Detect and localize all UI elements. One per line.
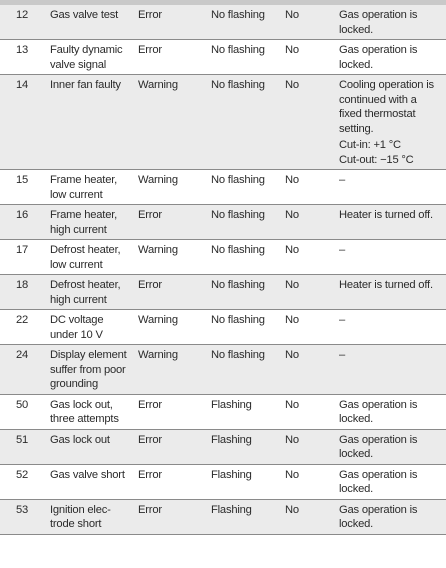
table-row bbox=[0, 205, 446, 240]
error-code: 13 bbox=[15, 44, 29, 56]
table-row bbox=[0, 5, 446, 40]
error-cause: Defrost heater, high current bbox=[50, 279, 121, 306]
error-code: 53 bbox=[15, 503, 29, 516]
table-row bbox=[0, 40, 446, 75]
thermostat-setting: Cut-in: +1 °C Cut-out: −15 °C bbox=[339, 139, 414, 166]
error-code: 24 bbox=[15, 349, 29, 361]
error-type: Error bbox=[138, 468, 162, 481]
error-code: 17 bbox=[15, 244, 29, 256]
error-action: Gas operation is locked. bbox=[339, 9, 418, 36]
error-code: 52 bbox=[15, 468, 29, 481]
error-code: 50 bbox=[15, 398, 29, 411]
flash-status: No flashing bbox=[211, 314, 265, 326]
flash-status: No flashing bbox=[211, 79, 265, 91]
reset-status: No bbox=[285, 44, 299, 56]
error-action: – bbox=[339, 244, 346, 256]
error-code: 15 bbox=[15, 174, 29, 186]
table-row bbox=[0, 75, 446, 170]
flash-status: No flashing bbox=[211, 349, 265, 361]
flash-status: Flashing bbox=[211, 398, 252, 411]
error-type: Error bbox=[138, 9, 162, 21]
error-type: Error bbox=[138, 279, 162, 291]
table-row bbox=[0, 310, 446, 345]
error-action: Gas operation is locked. bbox=[339, 44, 418, 71]
error-type: Error bbox=[138, 433, 162, 446]
flash-status: Flashing bbox=[211, 433, 252, 446]
error-type: Error bbox=[138, 44, 162, 56]
error-code: 16 bbox=[15, 209, 29, 221]
error-type: Warning bbox=[138, 244, 178, 256]
error-action: Gas operation is locked. bbox=[339, 398, 418, 425]
error-cause: Gas valve test bbox=[50, 9, 119, 21]
error-action: Gas operation is locked. bbox=[339, 503, 418, 530]
error-cause: Gas valve short bbox=[50, 468, 125, 481]
error-type: Warning bbox=[138, 349, 178, 361]
error-cause: DC voltage under 10 V bbox=[50, 314, 104, 341]
error-type: Warning bbox=[138, 314, 178, 326]
table-row bbox=[0, 170, 446, 205]
flash-status: No flashing bbox=[211, 9, 265, 21]
error-cause: Faulty dynamic valve signal bbox=[50, 44, 123, 71]
reset-status: No bbox=[285, 79, 299, 91]
error-cause: Frame heater, low current bbox=[50, 174, 118, 201]
error-action: – bbox=[339, 349, 346, 361]
reset-status: No bbox=[285, 9, 299, 21]
error-action-cell bbox=[335, 75, 446, 170]
error-action: Heater is turned off. bbox=[339, 279, 433, 291]
error-action: Gas operation is locked. bbox=[339, 468, 418, 495]
error-action: – bbox=[339, 314, 346, 326]
flash-status: No flashing bbox=[211, 174, 265, 186]
error-code: 18 bbox=[15, 279, 29, 291]
reset-status: No bbox=[285, 398, 299, 411]
error-cause: Display element suffer from poor grounding bbox=[50, 349, 127, 390]
table-row bbox=[0, 240, 446, 275]
flash-status: Flashing bbox=[211, 468, 252, 481]
reset-status: No bbox=[285, 244, 299, 256]
reset-status: No bbox=[285, 279, 299, 291]
error-cause: Ignition elec- trode short bbox=[50, 503, 111, 530]
error-action: Cooling operation is continued with a fixed thermostat setting. bbox=[339, 79, 434, 135]
error-type: Warning bbox=[138, 174, 178, 186]
reset-status: No bbox=[285, 503, 299, 516]
flash-status: No flashing bbox=[211, 209, 265, 221]
error-type: Error bbox=[138, 209, 162, 221]
table-row bbox=[0, 345, 446, 395]
flash-status: No flashing bbox=[211, 244, 265, 256]
reset-status: No bbox=[285, 209, 299, 221]
flash-status: No flashing bbox=[211, 44, 265, 56]
error-cause: Inner fan faulty bbox=[50, 79, 121, 91]
reset-status: No bbox=[285, 433, 299, 446]
error-code: 22 bbox=[15, 314, 29, 326]
reset-status: No bbox=[285, 314, 299, 326]
error-cause: Frame heater, high current bbox=[50, 209, 118, 236]
reset-status: No bbox=[285, 349, 299, 361]
error-cause: Defrost heater, low current bbox=[50, 244, 121, 271]
error-action: Gas operation is locked. bbox=[339, 433, 418, 460]
error-code: 14 bbox=[15, 79, 29, 91]
error-type: Warning bbox=[138, 79, 178, 91]
error-code: 12 bbox=[15, 9, 29, 21]
error-cause: Gas lock out, three attempts bbox=[50, 398, 119, 425]
error-code: 51 bbox=[15, 433, 29, 446]
error-type: Error bbox=[138, 503, 162, 516]
error-code-table bbox=[0, 5, 446, 535]
table-row bbox=[0, 499, 446, 534]
error-action: Heater is turned off. bbox=[339, 209, 433, 221]
reset-status: No bbox=[285, 174, 299, 186]
table-row bbox=[0, 429, 446, 464]
error-action: – bbox=[339, 174, 346, 186]
table-row bbox=[0, 464, 446, 499]
error-cause: Gas lock out bbox=[50, 433, 110, 446]
error-type: Error bbox=[138, 398, 162, 411]
reset-status: No bbox=[285, 468, 299, 481]
table-row bbox=[0, 394, 446, 429]
flash-status: No flashing bbox=[211, 279, 265, 291]
flash-status: Flashing bbox=[211, 503, 252, 516]
table-row bbox=[0, 275, 446, 310]
